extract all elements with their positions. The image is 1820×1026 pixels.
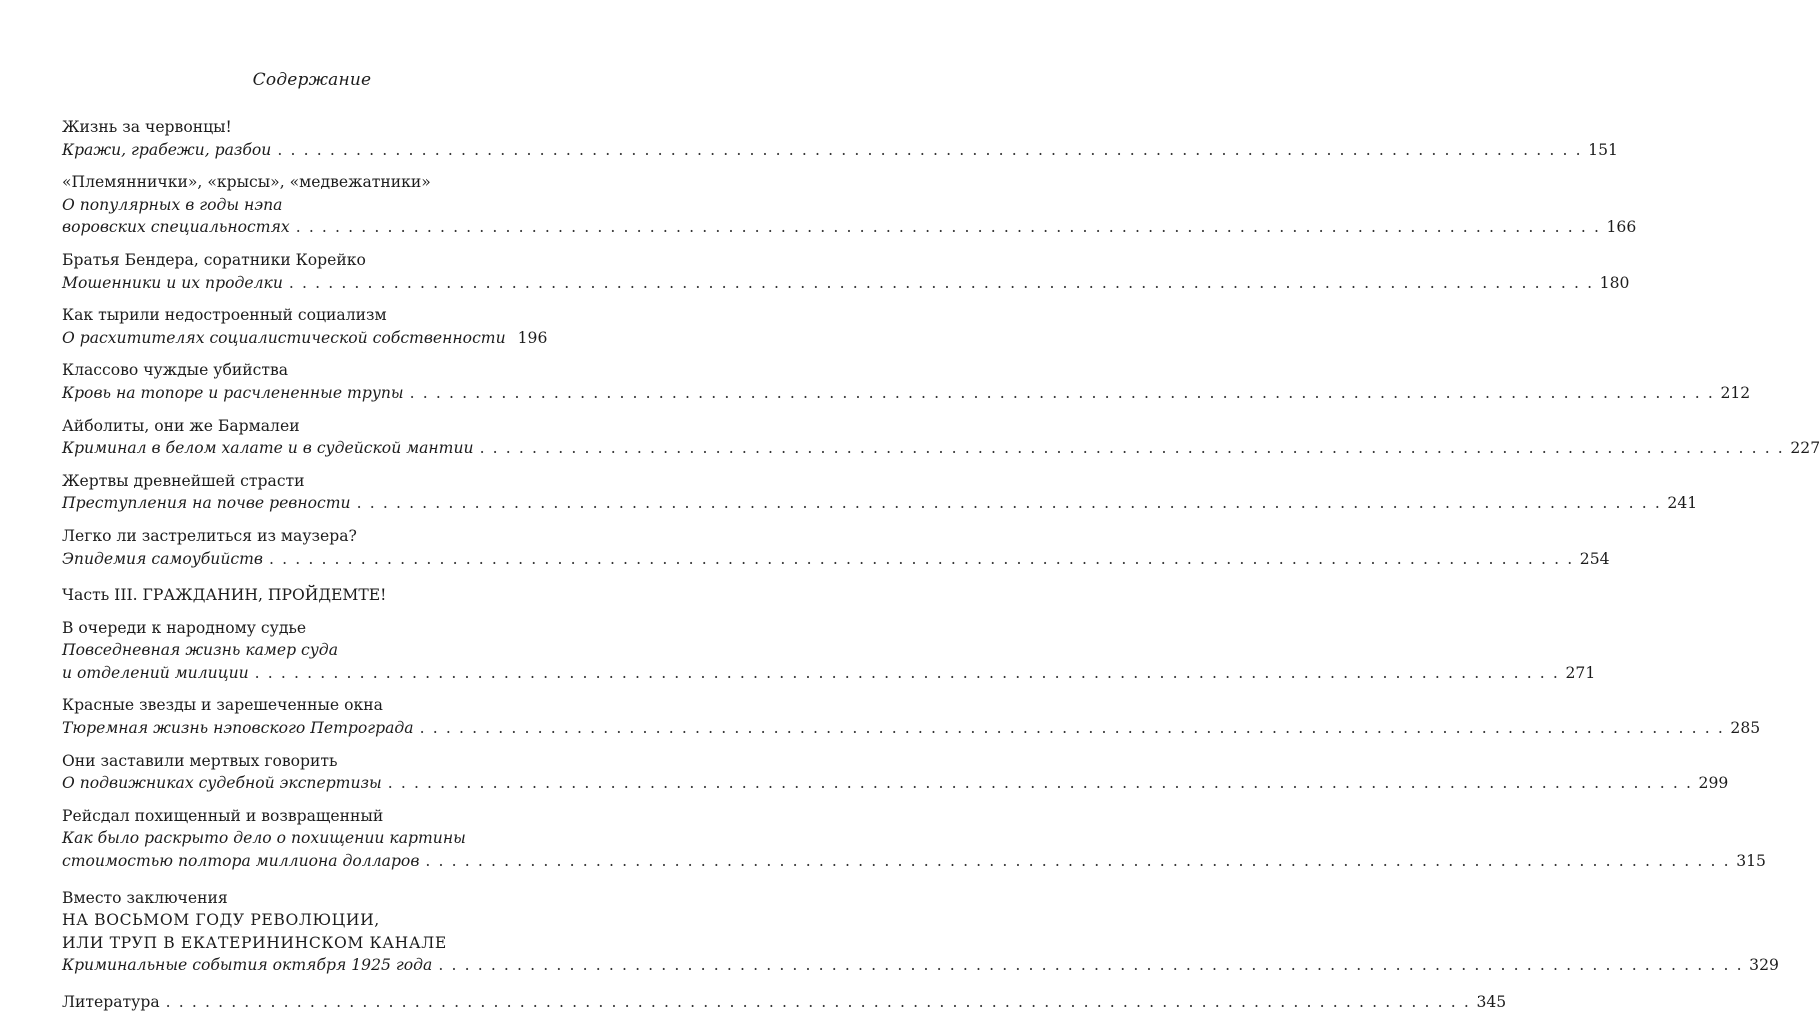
- toc-entry-title: Легко ли застрелиться из маузера?: [62, 526, 357, 545]
- toc-entry-title: Жертвы древнейшей страсти: [62, 471, 305, 490]
- toc-entry-text: Эпидемия самоубийств: [62, 549, 263, 568]
- toc-entry-last-line: [62, 991, 1507, 1014]
- page-number: 196: [517, 328, 548, 347]
- toc-entry-title: Жизнь за червонцы!: [62, 118, 232, 136]
- page-number: 285: [1730, 719, 1761, 738]
- dot-leader: [357, 492, 1662, 515]
- page-number: 329: [1749, 956, 1779, 975]
- toc-entry: [62, 694, 1761, 739]
- toc-entry: [62, 525, 1610, 570]
- toc-entry: [62, 415, 1820, 460]
- dot-leader: [277, 139, 1582, 162]
- toc-entry-last-line: [62, 492, 1698, 515]
- toc-entry: [62, 617, 1596, 685]
- toc-entry-title: Как тырили недостроенный социализм: [62, 306, 387, 325]
- toc-entry: [62, 584, 536, 607]
- toc-entry-text: О подвижниках судебной экспертизы: [62, 774, 382, 793]
- toc-entry-text: Криминал в белом халате и в судейской мантии: [62, 439, 474, 458]
- toc-entry: [62, 359, 1751, 404]
- toc-entry-last-line: [62, 139, 1618, 162]
- dot-leader: [255, 662, 1560, 685]
- page-number: 212: [1720, 383, 1751, 402]
- toc-entry-last-line: [62, 717, 1761, 740]
- toc-entry-title: В очереди к народному судье: [62, 618, 307, 637]
- toc-entry-text: О расхитителях социалистической собственности: [62, 328, 506, 347]
- toc-entry-text: стоимостью полтора миллиона долларов: [62, 852, 420, 871]
- toc-entry-last-line: [62, 772, 1729, 795]
- dot-leader: [388, 772, 1693, 795]
- toc-entry: [62, 116, 1618, 161]
- page-number: 180: [1599, 273, 1630, 292]
- dot-leader: [480, 437, 1785, 460]
- page-title: Содержание: [252, 70, 372, 90]
- toc-entry-subtitle: О популярных в годы нэпа: [62, 195, 283, 214]
- toc-entry: [62, 249, 1630, 294]
- page-number: 271: [1565, 663, 1596, 682]
- toc-entry-text: Кражи, грабежи, разбои: [62, 140, 272, 159]
- toc-entry-title: Красные звезды и зарешеченные окна: [62, 696, 383, 715]
- page-number: 345: [1476, 993, 1507, 1011]
- page-number: 315: [1736, 852, 1766, 871]
- toc-entry: [62, 805, 1766, 873]
- page-number: 241: [1667, 494, 1698, 513]
- toc-entry: [62, 470, 1698, 515]
- table-of-contents: [62, 116, 1820, 1024]
- page-number: 254: [1579, 549, 1610, 568]
- toc-entry-last-line: [62, 216, 1637, 239]
- toc-entry-text: Преступления на почве ревности: [62, 494, 351, 513]
- toc-entry-text: Тюремная жизнь нэповского Петрограда: [62, 719, 414, 738]
- dot-leader: [269, 548, 1574, 571]
- toc-entry-subtitle: Повседневная жизнь камер суда: [62, 641, 338, 660]
- toc-entry-subtitle: Как было раскрыто дело о похищении картины: [62, 829, 466, 848]
- toc-entry-title: Часть III. ГРАЖДАНИН, ПРОЙДЕМТЕ!: [62, 586, 387, 605]
- toc-entry-title: Классово чуждые убийства: [62, 361, 289, 380]
- toc-entry: [62, 171, 1637, 239]
- toc-entry-title: «Племяннички», «крысы», «медвежатники»: [62, 173, 431, 192]
- dot-leader: [410, 382, 1715, 405]
- toc-entry-text: Литература: [62, 993, 160, 1011]
- toc-entry-text: Кровь на топоре и расчлененные трупы: [62, 383, 404, 402]
- toc-entry-text: Мошенники и их проделки: [62, 273, 283, 292]
- page-number: 151: [1588, 140, 1618, 159]
- toc-entry-title: Вместо заключения: [62, 888, 228, 907]
- toc-entry: [62, 304, 548, 349]
- dot-leader: [438, 954, 1743, 977]
- toc-entry-last-line: [62, 850, 1766, 873]
- toc-entry-title: Братья Бендера, соратники Корейко: [62, 250, 366, 269]
- toc-entry: [62, 991, 1507, 1014]
- toc-entry-title: ИЛИ ТРУП В ЕКАТЕРИНИНСКОМ КАНАЛЕ: [62, 933, 447, 952]
- page-number: 299: [1698, 774, 1729, 793]
- toc-entry-last-line: [62, 382, 1751, 405]
- dot-leader: [289, 272, 1594, 295]
- toc-entry-text: воровских специальностях: [62, 218, 290, 237]
- toc-entry-last-line: [62, 954, 1779, 977]
- toc-entry-last-line: [62, 548, 1610, 571]
- toc-entry: [62, 750, 1729, 795]
- toc-entry-last-line: [62, 327, 548, 350]
- toc-entry-title: Они заставили мертвых говорить: [62, 751, 338, 770]
- toc-entry-title: Рейсдал похищенный и возвращенный: [62, 806, 384, 825]
- dot-leader: [425, 850, 1730, 873]
- toc-entry-text: Криминальные события октября 1925 года: [62, 956, 433, 975]
- dot-leader: [420, 717, 1725, 740]
- toc-entry-last-line: [62, 272, 1630, 295]
- toc-entry-last-line: [62, 662, 1596, 685]
- toc-entry-title: Айболиты, они же Бармалеи: [62, 416, 300, 435]
- page-number: 227: [1790, 439, 1820, 458]
- dot-leader: [166, 991, 1471, 1014]
- dot-leader: [296, 216, 1601, 239]
- toc-entry-title: НА ВОСЬМОМ ГОДУ РЕВОЛЮЦИИ,: [62, 911, 380, 930]
- toc-entry-text: и отделений милиции: [62, 663, 249, 682]
- toc-entry: [62, 887, 1779, 977]
- page-number: 166: [1606, 218, 1637, 237]
- toc-entry-last-line: [62, 437, 1820, 460]
